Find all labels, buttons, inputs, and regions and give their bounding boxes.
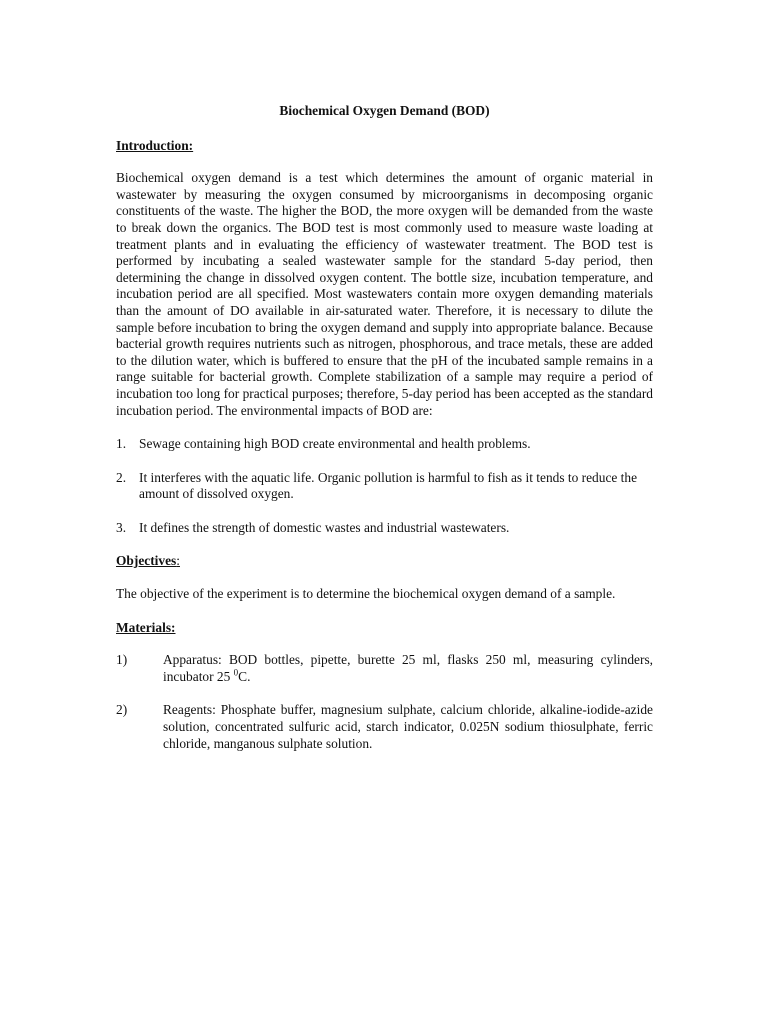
list-item-text: It defines the strength of domestic wastes and industrial wastewaters. xyxy=(139,519,510,535)
list-item-suffix: C. xyxy=(238,668,251,684)
impacts-list xyxy=(116,436,653,536)
objectives-paragraph: The objective of the experiment is to determine the biochemical oxygen demand of a sample. xyxy=(116,586,616,602)
objectives-heading-colon: : xyxy=(176,553,180,569)
list-item-number: 1) xyxy=(116,652,128,668)
degree-superscript: 0 xyxy=(233,667,239,678)
list-item xyxy=(116,520,653,537)
materials-heading: Materials: xyxy=(116,619,176,635)
list-item-number: 3. xyxy=(116,519,127,535)
introduction-paragraph: Biochemical oxygen demand is a test which determines the amount of organic material in wastewater by measuring the oxygen consumed by microorganisms in decomposing organic constituents of the waste. The higher the BOD, the more oxygen will be demanded from the waste to break down the organics. The BOD test is most commonly used to measure waste loading at treatment plants and in evaluating the efficiency of wastewater treatment. The BOD test is performed by incubating a sealed wastewater sample for the standard 5-day period, then determining the change in dissolved oxygen content. The bottle size, incubation temperature, and incubation period are all specified. Most wastewaters contain more oxygen demanding materials than the amount of DO available in air-saturated water. Therefore, it is necessary to dilute the sample before incubation to bring the oxygen demand and supply into appropriate balance. Because bacterial growth requires nutrients such as nitrogen, phosphorous, and trace metals, these are added to the dilution water, which is buffered to ensure that the pH of the incubated sample remains in a range suitable for bacterial growth. Complete stabilization of a sample may require a period of incubation too long for practical purposes; therefore, 5-day period has been accepted as the standard incubation period. The environmental impacts of BOD are: xyxy=(116,170,653,418)
list-item xyxy=(116,702,653,752)
list-item-text: Apparatus: BOD bottles, pipette, burette 25 ml, flasks 250 ml, measuring cylinders, incubator 25 xyxy=(163,652,653,684)
document-title: Biochemical Oxygen Demand (BOD) xyxy=(279,103,490,118)
list-item xyxy=(116,436,653,453)
materials-list xyxy=(116,652,653,752)
list-item xyxy=(116,652,653,685)
objectives-heading xyxy=(116,553,653,570)
list-item-number: 1. xyxy=(116,436,127,452)
objectives-heading-text: Objectives xyxy=(116,553,177,569)
list-item-number: 2. xyxy=(116,469,127,485)
list-item-number: 2) xyxy=(116,702,128,718)
document-body xyxy=(116,103,653,769)
list-item-text: It interferes with the aquatic life. Organic pollution is harmful to fish as it tends to reduce the amount of dissolved oxygen. xyxy=(139,469,638,502)
list-item-text: Reagents: Phosphate buffer, magnesium sulphate, calcium chloride, alkaline-iodide-azide solution, concentrated sulfuric acid, starch indicator, 0.025N sodium thiosulphate, ferric chloride, manganous sulphate solution. xyxy=(163,702,653,751)
list-item xyxy=(116,470,653,503)
introduction-heading: Introduction: xyxy=(116,137,194,153)
list-item-text: Sewage containing high BOD create environmental and health problems. xyxy=(139,436,531,452)
